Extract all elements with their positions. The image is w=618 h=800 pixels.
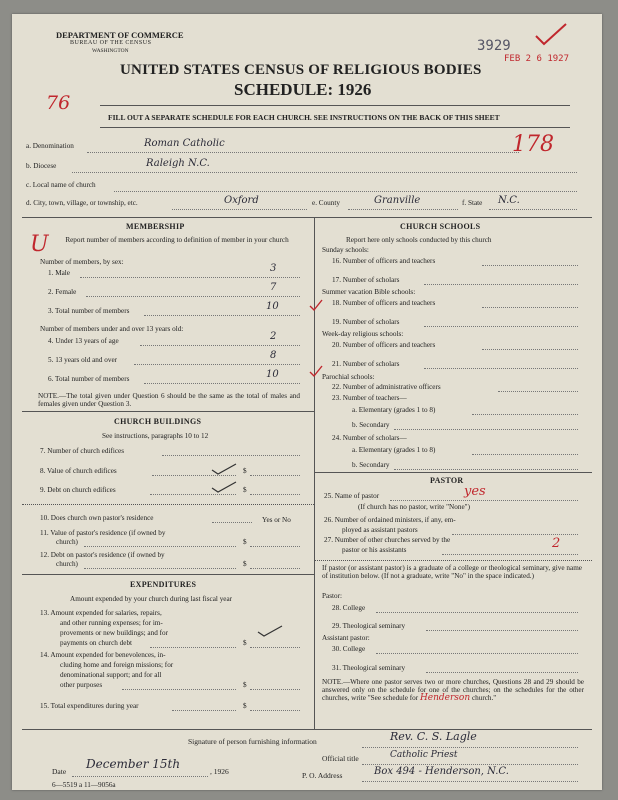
section-rule	[22, 411, 314, 412]
q22-field[interactable]	[498, 391, 578, 392]
q31-field[interactable]	[426, 672, 578, 673]
q7-field[interactable]	[162, 455, 300, 456]
city-field[interactable]	[172, 209, 307, 210]
form-number: 6—5519 a 11—9056a	[52, 781, 116, 789]
q23-label: 23. Number of teachers—	[332, 394, 407, 402]
q16-label: 16. Number of officers and teachers	[332, 257, 436, 265]
denomination-value: Roman Catholic	[144, 138, 225, 149]
q26-l2: ployed as assistant pastors	[342, 526, 418, 534]
q23b-label: b. Secondary	[352, 421, 390, 429]
q26-field[interactable]	[452, 534, 578, 535]
date-field[interactable]	[72, 776, 208, 777]
q5-value: 8	[270, 350, 277, 361]
buildings-sub: See instructions, paragraphs 10 to 12	[102, 432, 209, 440]
q12-label-b: church)	[56, 560, 78, 568]
section-rule	[22, 574, 314, 575]
q11-label-b: church)	[56, 538, 78, 546]
q15-leader	[172, 710, 236, 711]
membership-note: NOTE.—The total given under Question 6 should be the same as the total of males and females given under Question 3.	[38, 392, 300, 408]
local-name-field[interactable]	[114, 191, 577, 192]
q10-label: 10. Does church own pastor's residence	[40, 514, 154, 522]
rule	[100, 105, 570, 106]
schools-heading: CHURCH SCHOOLS	[400, 222, 481, 231]
q18-field[interactable]	[482, 307, 578, 308]
q27-l2: pastor or his assistants	[342, 546, 407, 554]
po-field[interactable]	[362, 781, 578, 782]
q11-leader	[84, 546, 236, 547]
q5-label: 5. 13 years old and over	[48, 356, 118, 364]
q2-value: 7	[270, 282, 277, 293]
q9-dollar: $	[243, 486, 247, 494]
q8-dollar: $	[243, 467, 247, 475]
q22-label: 22. Number of administrative officers	[332, 383, 441, 391]
q14-leader	[122, 689, 236, 690]
q11-dollar: $	[243, 538, 247, 546]
q2-label: 2. Female	[48, 288, 77, 296]
state-value: N.C.	[498, 195, 520, 206]
sunday-label: Sunday schools:	[322, 246, 369, 254]
q3-value: 10	[266, 301, 279, 312]
census-schedule-sheet	[12, 14, 602, 790]
section-rule	[22, 729, 592, 730]
q24-label: 24. Number of scholars—	[332, 434, 407, 442]
q17-field[interactable]	[424, 284, 578, 285]
age-intro: Number of members under and over 13 years old:	[40, 325, 184, 333]
q6-value: 10	[266, 369, 279, 380]
diocese-label: b. Diocese	[26, 162, 57, 170]
q11-field[interactable]	[250, 546, 300, 547]
note2-handwritten: Henderson	[419, 693, 471, 703]
instructions-line: FILL OUT A SEPARATE SCHEDULE FOR EACH CHURCH. SEE INSTRUCTIONS ON THE BACK OF THIS SHEET	[108, 113, 500, 122]
q13-field[interactable]	[250, 647, 300, 648]
yes-no-label: Yes or No	[262, 516, 291, 524]
q30-field[interactable]	[376, 653, 578, 654]
q12-field[interactable]	[250, 568, 300, 569]
checkmark-icon	[210, 460, 240, 496]
grad-note: If pastor (or assistant pastor) is a graduate of a college or theological seminary, give name of institution below. (If not a graduate, write "No" in the space indicated.)	[322, 564, 582, 580]
q1-value: 3	[270, 263, 277, 274]
official-title-field[interactable]	[362, 764, 578, 765]
denomination-code: 178	[512, 132, 554, 157]
expenditures-sub: Amount expended by your church during last fiscal year	[70, 595, 233, 603]
q9-field[interactable]	[250, 494, 300, 495]
local-name-label: c. Local name of church	[26, 181, 96, 189]
red-code: 76	[46, 92, 71, 114]
q29-field[interactable]	[426, 630, 578, 631]
date-label: Date	[52, 767, 67, 776]
q21-field[interactable]	[424, 368, 578, 369]
column-divider	[314, 217, 315, 729]
city-label-row: d. City, town, village, or township, etc.	[26, 199, 138, 207]
by-sex-label: Number of members, by sex:	[40, 258, 124, 266]
date-value: December 15th	[86, 757, 181, 771]
q23a-field[interactable]	[472, 414, 578, 415]
pastor-heading: PASTOR	[430, 476, 464, 485]
q14-l3: denominational support; and for all	[60, 671, 162, 679]
schedule-title: SCHEDULE: 1926	[234, 80, 372, 99]
checkmark-icon	[256, 624, 286, 640]
q19-field[interactable]	[424, 326, 578, 327]
note2	[322, 678, 584, 702]
q15-field[interactable]	[250, 710, 300, 711]
state-label: f. State	[462, 199, 483, 207]
checkmark-icon	[308, 298, 324, 314]
signature-field[interactable]	[362, 747, 578, 748]
note2-text: NOTE.—Where one pastor serves two or more churches, Questions 28 and 29 should be answered only on the schedule for one of the churches; on the schedules for the other churches, write "See schedule for	[322, 678, 584, 702]
q5-field[interactable]	[134, 364, 300, 365]
state-field[interactable]	[489, 209, 577, 210]
checkmark-icon	[532, 22, 568, 48]
q8-field[interactable]	[250, 475, 300, 476]
q14-l4: other purposes	[60, 681, 103, 689]
q24a-field[interactable]	[472, 454, 578, 455]
rule	[100, 127, 570, 128]
q7-label: 7. Number of church edifices	[40, 447, 125, 455]
q13-leader	[150, 647, 236, 648]
q14-l1: 14. Amount expended for benevolences, in-	[40, 651, 166, 659]
form-title: UNITED STATES CENSUS OF RELIGIOUS BODIES	[120, 62, 482, 78]
signature-label: Signature of person furnishing information	[188, 737, 317, 746]
q12-dollar: $	[243, 560, 247, 568]
q14-dollar: $	[243, 681, 247, 689]
q3-field[interactable]	[144, 315, 300, 316]
po-label: P. O. Address	[302, 771, 343, 780]
q1-field[interactable]	[80, 277, 300, 278]
q6-label: 6. Total number of members	[48, 375, 130, 383]
divider	[314, 560, 592, 561]
expenditures-heading: EXPENDITURES	[130, 580, 197, 589]
q24b-field[interactable]	[394, 469, 578, 470]
parochial-label: Parochial schools:	[322, 373, 375, 381]
section-rule	[314, 472, 592, 473]
q13-l2: and other running expenses; for im-	[60, 619, 163, 627]
q13-dollar: $	[243, 639, 247, 647]
summer-label: Summer vacation Bible schools:	[322, 288, 416, 296]
q27-value: 2	[552, 536, 561, 551]
margin-mark: U	[30, 232, 49, 257]
denomination-field[interactable]	[87, 152, 519, 153]
signature-value: Rev. C. S. Lagle	[390, 730, 477, 743]
q15-dollar: $	[243, 702, 247, 710]
q8-label: 8. Value of church edifices	[40, 467, 117, 475]
membership-intro: Report number of members according to definition of member in your church	[65, 236, 289, 244]
q6-field[interactable]	[144, 383, 300, 384]
note2-end: church."	[471, 694, 497, 702]
dept-label: DEPARTMENT OF COMMERCE	[56, 30, 184, 40]
q4-label: 4. Under 13 years of age	[48, 337, 119, 345]
buildings-heading: CHURCH BUILDINGS	[114, 417, 202, 426]
q25-field[interactable]	[390, 500, 578, 501]
pastor-label: Pastor:	[322, 592, 342, 600]
q25-value: yes	[464, 484, 486, 499]
q4-field[interactable]	[140, 345, 300, 346]
asst-label: Assistant pastor:	[322, 634, 370, 642]
q12-label-a: 12. Debt on pastor's residence (if owned by	[40, 551, 165, 559]
official-title-value: Catholic Priest	[390, 750, 458, 760]
weekday-label: Week-day religious schools:	[322, 330, 404, 338]
q10-field[interactable]	[212, 522, 252, 523]
section-rule	[22, 217, 592, 218]
diocese-field[interactable]	[72, 172, 577, 173]
q1-label: 1. Male	[48, 269, 70, 277]
q27-field[interactable]	[442, 554, 578, 555]
q31-label: 31. Theological seminary	[332, 664, 406, 672]
membership-heading: MEMBERSHIP	[126, 222, 185, 231]
q2-field[interactable]	[86, 296, 300, 297]
bureau-label: BUREAU OF THE CENSUS	[70, 40, 152, 46]
q15-label: 15. Total expenditures during year	[40, 702, 139, 710]
q19-label: 19. Number of scholars	[332, 318, 400, 326]
q28-field[interactable]	[376, 612, 578, 613]
q27-l1: 27. Number of other churches served by the	[324, 536, 451, 544]
stamp-number: 3929	[477, 38, 511, 54]
q4-value: 2	[270, 331, 277, 342]
city-value: Oxford	[224, 195, 259, 206]
q20-field[interactable]	[482, 349, 578, 350]
city-label: WASHINGTON	[92, 48, 129, 54]
q21-label: 21. Number of scholars	[332, 360, 400, 368]
denomination-label: a. Denomination	[26, 142, 74, 150]
divider	[22, 504, 314, 505]
q13-l1: 13. Amount expended for salaries, repairs,	[40, 609, 162, 617]
q23a-label: a. Elementary (grades 1 to 8)	[352, 406, 436, 414]
q17-label: 17. Number of scholars	[332, 276, 400, 284]
q24a-label: a. Elementary (grades 1 to 8)	[352, 446, 436, 454]
schools-intro: Report here only schools conducted by this church	[346, 236, 492, 244]
county-label: e. County	[312, 199, 340, 207]
q25-label: 25. Name of pastor	[324, 492, 380, 500]
diocese-value: Raleigh N.C.	[146, 158, 210, 169]
q14-l2: cluding home and foreign missions; for	[60, 661, 174, 669]
q24b-label: b. Secondary	[352, 461, 390, 469]
q18-label: 18. Number of officers and teachers	[332, 299, 436, 307]
received-stamp: FEB 2 6 1927	[504, 54, 570, 64]
q9-label: 9. Debt on church edifices	[40, 486, 116, 494]
po-value: Box 494 - Henderson, N.C.	[374, 766, 509, 777]
q14-field[interactable]	[250, 689, 300, 690]
q23b-field[interactable]	[394, 429, 578, 430]
q29-label: 29. Theological seminary	[332, 622, 406, 630]
q3-label: 3. Total number of members	[48, 307, 130, 315]
q25-sub: (If church has no pastor, write "None")	[358, 503, 470, 511]
q28-label: 28. College	[332, 604, 366, 612]
year-label: , 1926	[210, 767, 229, 776]
q20-label: 20. Number of officers and teachers	[332, 341, 436, 349]
q12-leader	[84, 568, 236, 569]
q11-label-a: 11. Value of pastor's residence (if owned by	[40, 529, 166, 537]
official-title-label: Official title	[322, 754, 359, 763]
q13-l4: payments on church debt	[60, 639, 133, 647]
q26-l1: 26. Number of ordained ministers, if any, em-	[324, 516, 456, 524]
q13-l3: provements or new buildings; and for	[60, 629, 168, 637]
county-field[interactable]	[348, 209, 458, 210]
q30-label: 30. College	[332, 645, 366, 653]
county-value: Granville	[374, 195, 421, 206]
q16-field[interactable]	[482, 265, 578, 266]
